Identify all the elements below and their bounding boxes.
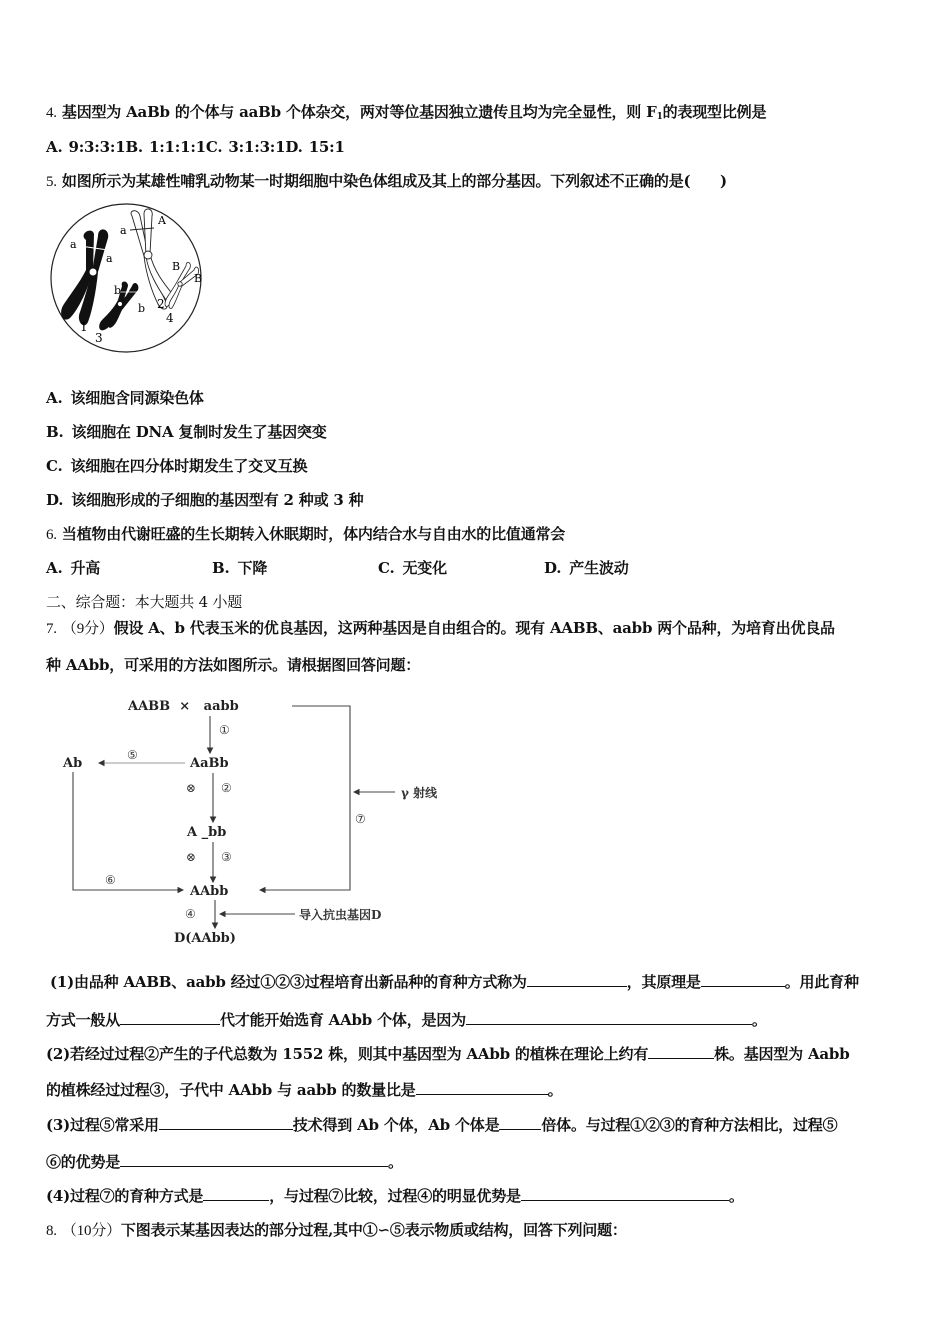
gene-label: a (70, 238, 77, 251)
question-text: (2)若经过过程②产生的子代总数为 1552 株，则其中基因型为 AAbb 的植株在理论上约有 (46, 1045, 649, 1063)
cell-chromosome-figure (48, 200, 204, 356)
self-cross-icon: ⊗ (186, 781, 197, 795)
question-7-sub1-line2 (46, 1010, 767, 1030)
question-text: 。 (388, 1153, 403, 1171)
arrow-step-6 (73, 772, 183, 890)
chromosome-number: 4 (166, 311, 174, 325)
f1-label: AaBb (190, 756, 229, 771)
question-4-stem (46, 102, 766, 127)
answer-blank[interactable] (159, 1115, 293, 1130)
option-a[interactable] (46, 138, 125, 156)
question-number: 8. (46, 1223, 57, 1239)
answer-blank[interactable] (120, 1010, 220, 1025)
chromosome-number: 1 (80, 320, 88, 334)
option-b[interactable] (125, 138, 205, 156)
question-7-sub4 (46, 1186, 744, 1206)
question-text: 技术得到 Ab 个体，Ab 个体是 (292, 1116, 500, 1134)
question-text: ，其原理是 (626, 973, 701, 991)
section-heading: 二、综合题：本大题共 4 小题 (46, 593, 243, 611)
question-points: （10分） (61, 1223, 121, 1239)
answer-blank[interactable] (527, 972, 627, 987)
option-b[interactable] (212, 558, 378, 578)
answer-blank[interactable] (203, 1186, 269, 1201)
question-7-sub1-line1 (50, 972, 859, 992)
question-text: 。 (751, 1011, 767, 1029)
answer-blank[interactable] (466, 1010, 752, 1025)
question-8-stem (46, 1220, 627, 1241)
option-text: 无变化 (402, 559, 447, 577)
chromosome-number: 2 (157, 297, 165, 311)
question-text: 代才能开始选育 AAbb 个体，是因为 (220, 1011, 466, 1029)
chromosome-2 (130, 209, 175, 309)
question-6-stem (46, 524, 565, 545)
answer-blank[interactable] (499, 1115, 541, 1130)
question-number: 4. (46, 105, 57, 121)
option-text: 3:1:3:1 (228, 138, 286, 156)
question-5-option-b[interactable] (46, 422, 327, 442)
question-text: 。 (547, 1081, 563, 1099)
question-text: ，与过程⑦比较，过程④的明显优势是 (269, 1187, 521, 1205)
question-5-stem (46, 171, 727, 192)
gene-label: B (172, 260, 181, 273)
option-text: 该细胞形成的子细胞的基因型有 2 种或 3 种 (71, 491, 364, 509)
chromosome-number: 3 (95, 331, 103, 345)
option-text: 下降 (237, 559, 268, 577)
question-4-options (46, 137, 345, 157)
question-text: (3)过程⑤常采用 (46, 1116, 159, 1134)
option-text: 该细胞在四分体时期发生了交叉互换 (70, 457, 308, 475)
option-d[interactable] (285, 138, 344, 156)
self-cross-icon: ⊗ (186, 850, 197, 864)
question-points: （9分） (61, 621, 114, 637)
option-label: C. (46, 457, 63, 475)
step-7-label: ⑦ (355, 812, 366, 826)
question-text: 的表现型比例是 (662, 103, 767, 121)
option-c[interactable] (378, 558, 544, 578)
question-text: 方式一般从 (46, 1011, 121, 1029)
gamma-ray-label: γ 射线 (401, 786, 438, 800)
chromosome-1 (61, 229, 108, 325)
option-text: 1:1:1:1 (148, 138, 206, 156)
gene-label: a (120, 224, 127, 237)
final-product-label: D(AAbb) (174, 931, 236, 946)
question-text: 。用此育种 (784, 973, 859, 991)
aabb-target-label: AAbb (190, 884, 229, 899)
option-label: D. (46, 491, 64, 509)
step-6-label: ⑥ (105, 873, 116, 887)
question-6-options (46, 558, 629, 578)
option-label: A. (46, 389, 63, 407)
option-label: D. (285, 138, 303, 156)
answer-blank[interactable] (648, 1044, 714, 1059)
option-text: 升高 (70, 559, 101, 577)
option-label: A. (46, 559, 63, 577)
option-label: C. (205, 138, 223, 156)
question-text: 株。基因型为 Aabb (714, 1045, 850, 1063)
question-7-sub2-line1 (46, 1044, 849, 1064)
answer-blank[interactable] (701, 972, 785, 987)
option-text: 该细胞含同源染色体 (70, 389, 204, 407)
option-a[interactable] (46, 558, 212, 578)
option-d[interactable] (544, 558, 629, 578)
gene-label: b (114, 284, 122, 297)
option-label: B. (125, 138, 143, 156)
gene-label: A (158, 214, 166, 227)
question-text: 如图所示为某雄性哺乳动物某一时期细胞中染色体组成及其上的部分基因。下列叙述不正确的是( ) (61, 172, 727, 190)
arrow-step-7 (260, 706, 350, 890)
gene-import-label: 导入抗虫基因D (299, 908, 382, 922)
question-text: 倍体。与过程①②③的育种方法相比，过程⑤ (541, 1116, 838, 1134)
step-2-label: ② (221, 781, 232, 795)
answer-blank[interactable] (521, 1186, 729, 1201)
question-text: ⑥的优势是 (46, 1153, 121, 1171)
option-c[interactable] (206, 138, 285, 156)
question-text: (4)过程⑦的育种方式是 (46, 1187, 204, 1205)
option-label: D. (544, 559, 562, 577)
step-5-label: ⑤ (127, 748, 138, 762)
breeding-flow-diagram (55, 690, 475, 955)
step-1-label: ① (219, 723, 230, 737)
question-number: 7. (46, 621, 57, 637)
question-7-sub2-line2 (46, 1080, 562, 1100)
question-text: 的植株经过过程③，子代中 AAbb 与 aabb 的数量比是 (46, 1081, 416, 1099)
question-number: 5. (46, 174, 57, 190)
question-5-option-c[interactable] (46, 456, 307, 476)
question-text: 假设 A、b 代表玉米的优良基因，这两种基因是自由组合的。现有 AABB、aabb 两个品种，为培育出优良品 (113, 619, 835, 637)
haploid-label: Ab (63, 756, 83, 771)
question-text: (1)由品种 AABB、aabb 经过①②③过程培育出新品种的育种方式称为 (50, 973, 527, 991)
gene-label: a (106, 252, 113, 265)
question-number: 6. (46, 527, 57, 543)
question-text: 。 (728, 1187, 744, 1205)
option-text: 该细胞在 DNA 复制时发生了基因突变 (71, 423, 327, 441)
chromosome-4 (165, 262, 199, 308)
answer-blank[interactable] (416, 1080, 548, 1095)
option-label: C. (378, 559, 395, 577)
option-text: 9:3:3:1 (68, 138, 126, 156)
option-label: A. (46, 138, 63, 156)
option-text: 15:1 (308, 138, 345, 156)
subscript: 1 (656, 112, 663, 122)
question-5-option-d[interactable] (46, 490, 363, 510)
step-3-label: ③ (221, 850, 232, 864)
question-text: 当植物由代谢旺盛的生长期转入休眠期时，体内结合水与自由水的比值通常会 (61, 525, 566, 543)
abb-label: A _bb (187, 825, 227, 840)
question-7-sub3-line1 (46, 1115, 837, 1135)
question-5-option-a[interactable] (46, 388, 204, 408)
option-label: B. (212, 559, 230, 577)
parents-label: AABB × aabb (128, 699, 239, 714)
gene-label: b (138, 302, 146, 315)
question-text: 下图表示某基因表达的部分过程,其中①∽⑤表示物质或结构，回答下列问题： (120, 1221, 627, 1239)
answer-blank[interactable] (120, 1152, 388, 1167)
step-4-label: ④ (185, 907, 196, 921)
question-7-stem-line1 (46, 618, 835, 639)
question-7-sub3-line2 (46, 1152, 403, 1172)
option-text: 产生波动 (569, 559, 629, 577)
question-text: 基因型为 AaBb 的个体与 aaBb 个体杂交，两对等位基因独立遗传且均为完全显性，则 F (61, 103, 657, 121)
option-label: B. (46, 423, 64, 441)
question-7-stem-line2: 种 AAbb，可采用的方法如图所示。请根据图回答问题： (46, 656, 421, 674)
gene-label: B (194, 272, 203, 285)
